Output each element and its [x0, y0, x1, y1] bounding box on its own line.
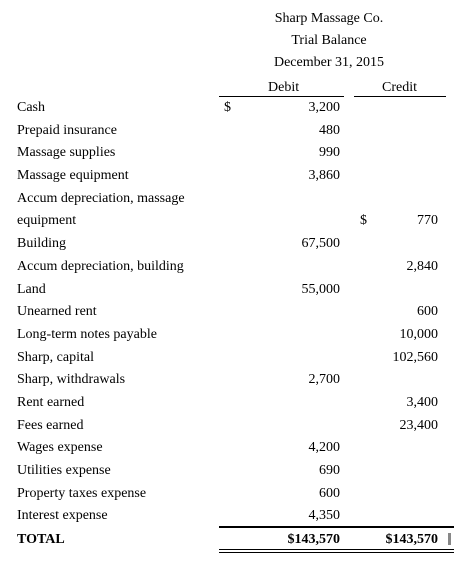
table-row — [0, 437, 454, 460]
account-name: equipment — [17, 213, 77, 229]
table-row — [0, 505, 454, 528]
debit-amount: 480 — [319, 122, 340, 138]
account-name: Property taxes expense — [17, 485, 147, 501]
total-credit: $143,570 — [385, 532, 438, 548]
account-name: Wages expense — [17, 440, 103, 456]
table-row — [0, 392, 454, 415]
total-debit: $143,570 — [287, 532, 340, 548]
credit-amount: 23,400 — [399, 417, 438, 433]
account-name: Unearned rent — [17, 304, 97, 320]
debit-column-header: Debit — [268, 80, 300, 95]
table-row — [0, 301, 454, 324]
account-name: Building — [17, 236, 67, 252]
edge-mark — [448, 533, 451, 545]
table-row — [0, 324, 454, 347]
table-row — [0, 210, 454, 233]
total-double-rule-1 — [219, 549, 454, 550]
account-name: Cash — [17, 100, 45, 115]
account-name: Rent earned — [17, 394, 85, 410]
account-name: Interest expense — [17, 508, 108, 524]
debit-amount: 67,500 — [301, 236, 340, 252]
table-row — [0, 165, 454, 188]
table-row — [0, 233, 454, 256]
debit-amount: 4,350 — [308, 508, 340, 524]
debit-amount: 990 — [319, 145, 340, 161]
credit-amount: 10,000 — [399, 326, 438, 342]
account-name: Sharp, withdrawals — [17, 372, 126, 388]
table-row — [0, 120, 454, 143]
total-label: TOTAL — [17, 532, 65, 548]
credit-amount: 600 — [417, 304, 438, 320]
account-name: Fees earned — [17, 417, 84, 433]
debit-amount: 600 — [319, 485, 340, 501]
debit-amount: 2,700 — [308, 372, 340, 388]
account-name: Long-term notes payable — [17, 326, 157, 342]
table-row — [0, 256, 454, 279]
table-row — [0, 460, 454, 483]
table-row — [0, 97, 454, 120]
credit-dollar-sign: $ — [360, 213, 367, 229]
account-name: Massage equipment — [17, 168, 129, 184]
account-name: Accum depreciation, building — [17, 258, 184, 274]
total-top-rule — [219, 526, 454, 528]
table-row — [0, 142, 454, 165]
total-double-rule-2 — [219, 552, 454, 553]
debit-dollar-sign: $ — [224, 100, 231, 115]
report-title: Trial Balance — [291, 33, 367, 48]
debit-amount: 690 — [319, 463, 340, 478]
account-name: Utilities expense — [17, 463, 111, 478]
table-row — [0, 279, 454, 302]
account-name: Land — [17, 281, 46, 297]
table-row — [0, 188, 454, 211]
trial-balance-rows — [0, 97, 454, 552]
credit-amount: 3,400 — [406, 394, 438, 410]
debit-amount: 3,860 — [308, 168, 340, 184]
credit-column-header: Credit — [382, 80, 417, 95]
report-date: December 31, 2015 — [273, 55, 385, 70]
company-name: Sharp Massage Co. — [274, 11, 384, 26]
debit-amount: 4,200 — [308, 440, 340, 456]
table-row — [0, 369, 454, 392]
credit-amount: 770 — [417, 213, 438, 229]
table-row — [0, 415, 454, 438]
table-row — [0, 483, 454, 506]
debit-amount: 3,200 — [308, 100, 340, 115]
debit-amount: 55,000 — [301, 281, 340, 297]
credit-amount: 2,840 — [406, 258, 438, 274]
credit-amount: 102,560 — [392, 349, 438, 365]
account-name: Prepaid insurance — [17, 122, 117, 138]
table-row — [0, 347, 454, 370]
account-name: Massage supplies — [17, 145, 116, 161]
account-name: Sharp, capital — [17, 349, 94, 365]
account-name: Accum depreciation, massage — [17, 190, 185, 206]
